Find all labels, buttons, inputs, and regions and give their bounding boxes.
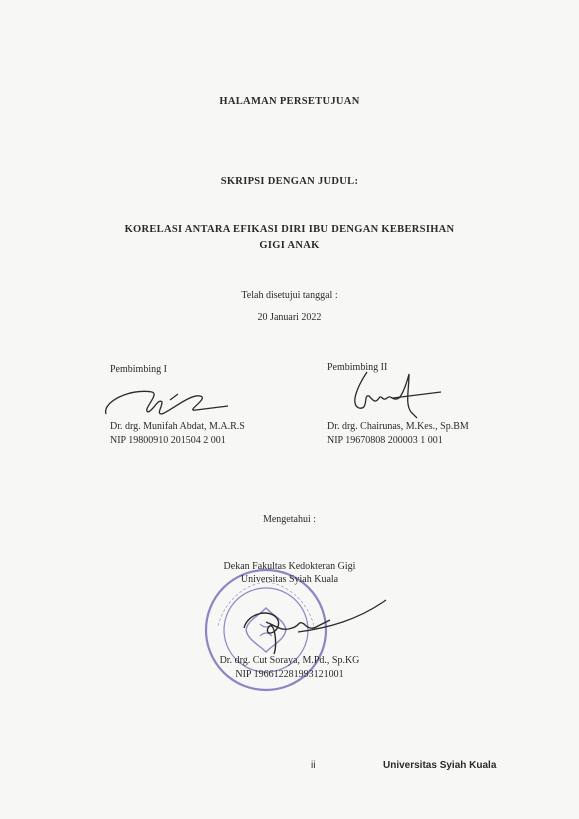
subtitle: SKRIPSI DENGAN JUDUL: [220,176,359,187]
thesis-title-line2: GIGI ANAK [259,240,320,251]
dean-signature [238,598,388,658]
advisor2-signature [345,368,445,420]
advisor1-nip: NIP 19800910 201504 2 001 [110,435,226,446]
advisor1-signature [100,380,230,420]
advisor2-nip: NIP 19670808 200003 1 001 [327,435,443,446]
approved-text: Telah disetujui tanggal : [241,290,338,301]
advisor2-role: Pembimbing II [327,362,388,373]
thesis-title-line1: KORELASI ANTARA EFIKASI DIRI IBU DENGAN KEBERSIHAN [124,224,455,235]
page-number: ii [311,760,316,771]
acknowledged-text: Mengetahui : [262,514,317,525]
footer-university: Universitas Syiah Kuala [383,760,497,771]
dean-nip: NIP 196612281993121001 [235,669,344,680]
approved-date: 20 Januari 2022 [257,312,322,323]
dean-name: Dr. drg. Cut Soraya, M.Pd., Sp.KG [219,655,360,666]
page-title: HALAMAN PERSETUJUAN [219,96,360,107]
dean-title-line1: Dekan Fakultas Kedokteran Gigi [223,561,356,572]
advisor1-name: Dr. drg. Munifah Abdat, M.A.R.S [110,421,245,432]
advisor2-name: Dr. drg. Chairunas, M.Kes., Sp.BM [327,421,469,432]
advisor1-role: Pembimbing I [110,364,167,375]
dean-title-line2: Universitas Syiah Kuala [240,574,339,585]
